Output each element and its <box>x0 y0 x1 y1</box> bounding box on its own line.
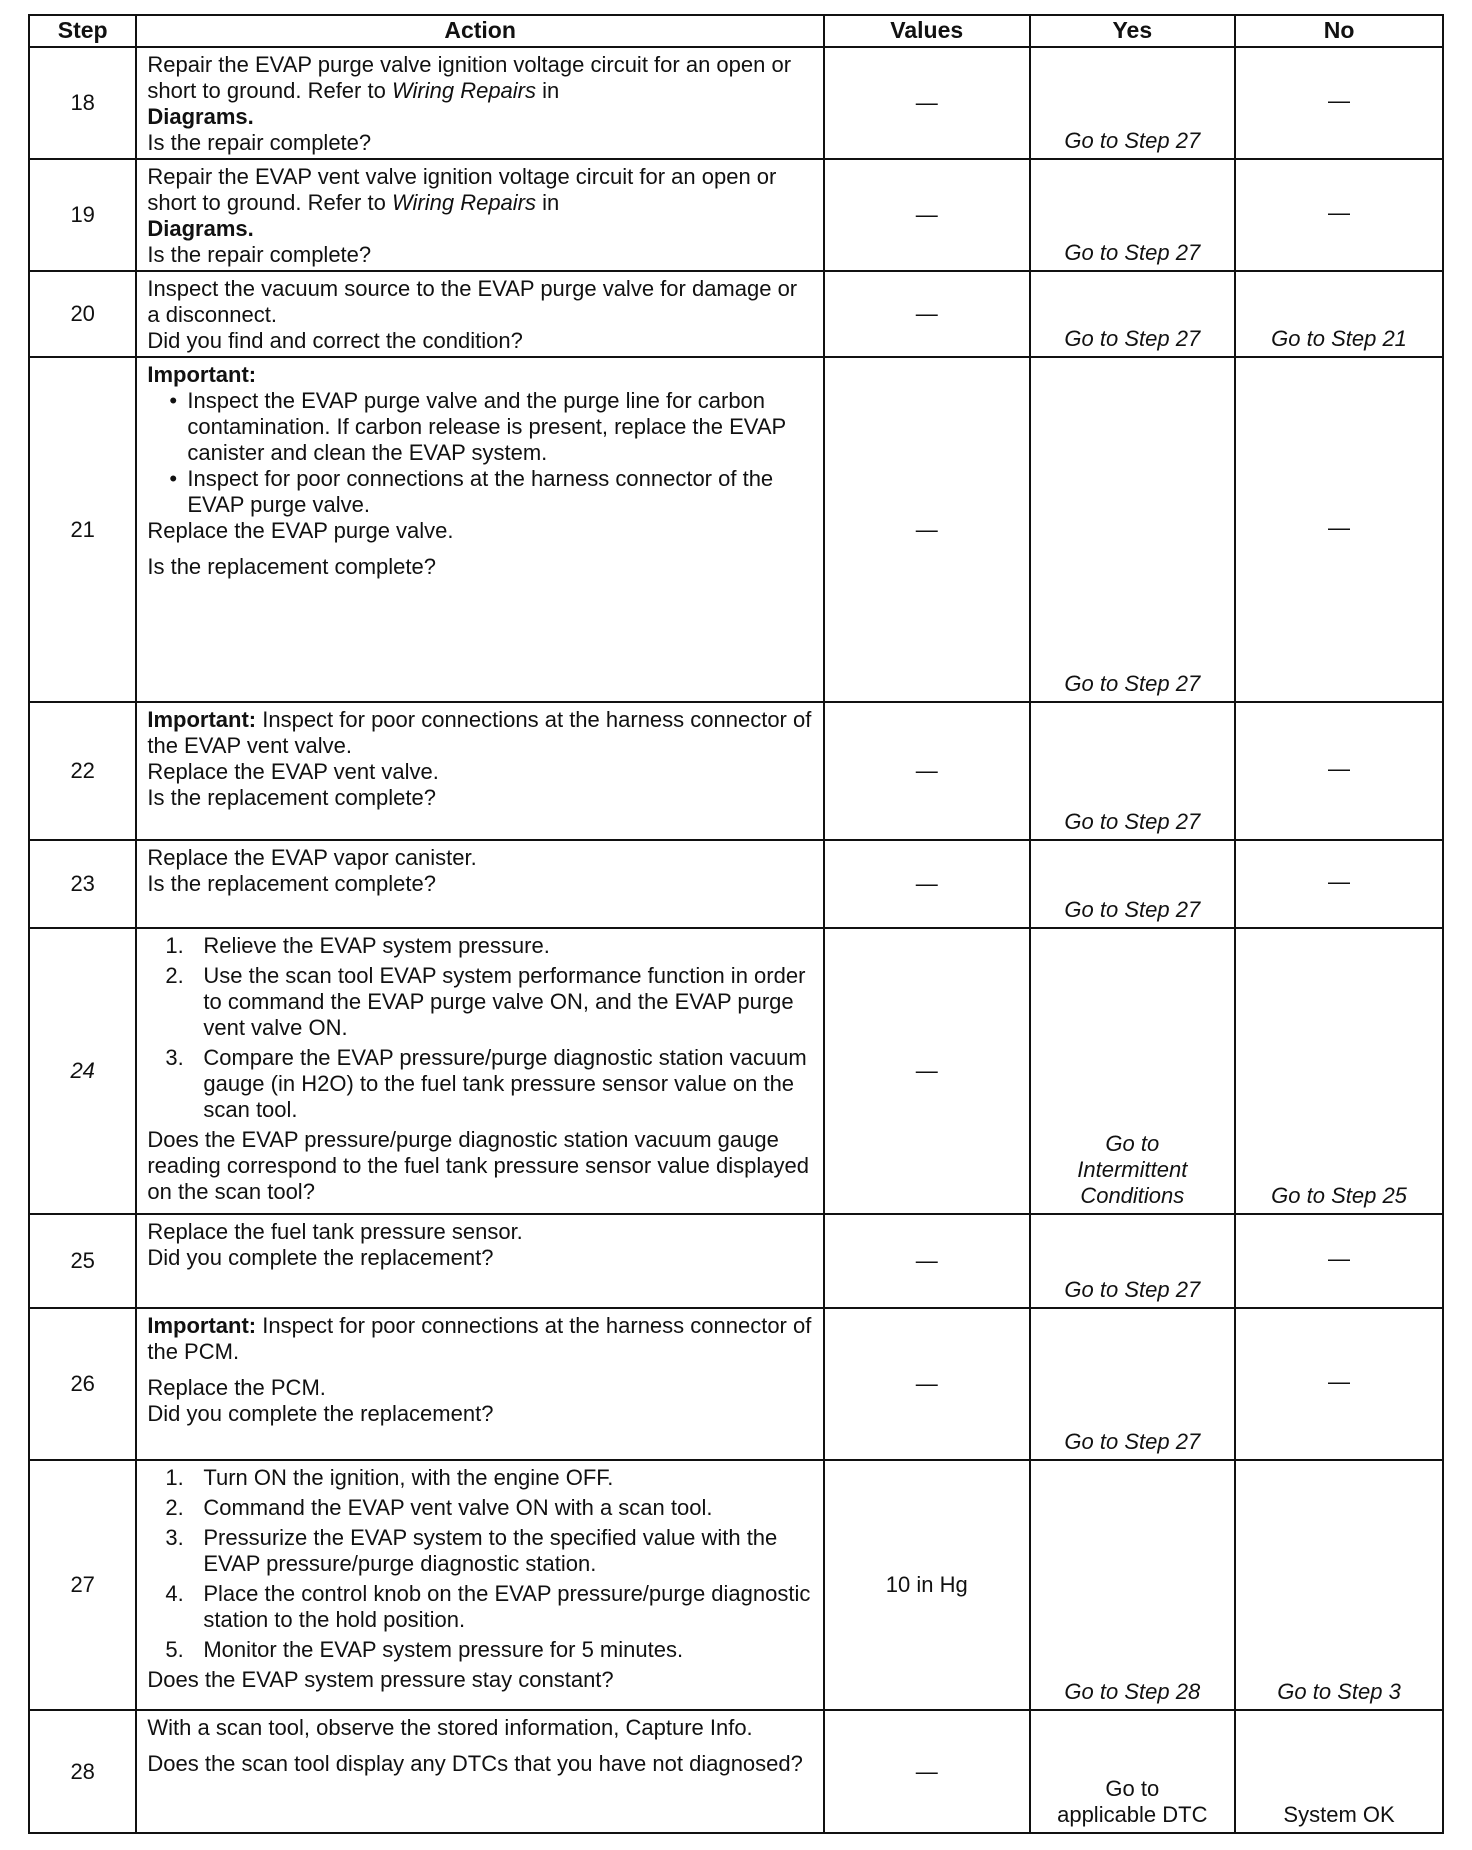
table-row <box>29 159 1443 271</box>
question-text: Did you complete the replacement? <box>147 1400 494 1426</box>
no-result: — <box>1235 159 1443 271</box>
diagnostic-table <box>28 14 1444 1834</box>
table-row <box>29 47 1443 159</box>
table-row <box>29 840 1443 928</box>
step-number: 18 <box>29 47 136 159</box>
no-result: — <box>1235 1214 1443 1308</box>
action-cell <box>136 1460 824 1710</box>
values-cell: — <box>824 357 1030 702</box>
table-row <box>29 271 1443 357</box>
important-label: Important: <box>147 707 257 732</box>
question-text: Is the replacement complete? <box>147 870 436 896</box>
action-cell <box>136 1214 824 1308</box>
step-number: 20 <box>29 271 136 357</box>
reference-section: Diagrams. <box>147 215 254 241</box>
question-text: Is the replacement complete? <box>147 784 436 810</box>
yes-result: Go to Intermittent Conditions <box>1030 928 1236 1214</box>
numbered-item: 3. Pressurize the EVAP system to the specified value with the EVAP pressure/purge diagnostic station. <box>165 1524 778 1576</box>
question-text: Is the repair complete? <box>147 129 372 155</box>
action-cell <box>136 47 824 159</box>
numbered-item: 1. Turn ON the ignition, with the engine OFF. <box>165 1465 614 1490</box>
no-result: Go to Step 21 <box>1235 271 1443 357</box>
header-row <box>29 15 1443 47</box>
header-yes: Yes <box>1030 15 1236 47</box>
question-text: Is the repair complete? <box>147 241 372 267</box>
action-text: Replace the PCM. <box>147 1374 326 1400</box>
values-cell: — <box>824 702 1030 840</box>
no-result: System OK <box>1235 1710 1443 1833</box>
question-text: Does the scan tool display any DTCs that you have not diagnosed? <box>147 1750 803 1776</box>
no-result: — <box>1235 702 1443 840</box>
table-row <box>29 1214 1443 1308</box>
values-cell: — <box>824 1308 1030 1460</box>
table-row <box>29 928 1443 1214</box>
reference-link-text: Wiring Repairs <box>391 77 537 103</box>
yes-result: Go to applicable DTC <box>1030 1710 1236 1833</box>
table-row <box>29 1710 1443 1833</box>
action-cell <box>136 1710 824 1833</box>
no-result: — <box>1235 357 1443 702</box>
important-label: Important: <box>147 1313 257 1338</box>
action-text: Inspect the vacuum source to the EVAP purge valve for damage or a disconnect. <box>147 276 798 327</box>
values-cell: — <box>824 928 1030 1214</box>
no-result: — <box>1235 1308 1443 1460</box>
yes-result: Go to Step 27 <box>1030 702 1236 840</box>
yes-result: Go to Step 27 <box>1030 271 1236 357</box>
no-result: Go to Step 25 <box>1235 928 1443 1214</box>
action-cell <box>136 357 824 702</box>
reference-section: Diagrams. <box>147 103 254 129</box>
numbered-item: 3. Compare the EVAP pressure/purge diagnostic station vacuum gauge (in H2O) to the fuel tank pressure sensor value on the scan tool. <box>165 1044 807 1122</box>
table-row <box>29 1460 1443 1710</box>
values-cell: — <box>824 1710 1030 1833</box>
question-text: Did you find and correct the condition? <box>147 327 523 353</box>
step-number: 21 <box>29 357 136 702</box>
important-text: Inspect for poor connections at the harness connector of the EVAP vent valve. <box>147 707 812 758</box>
header-no: No <box>1235 15 1443 47</box>
numbered-item: 2. Command the EVAP vent valve ON with a scan tool. <box>165 1494 713 1520</box>
no-result: — <box>1235 47 1443 159</box>
step-number: 22 <box>29 702 136 840</box>
action-text: Repair the EVAP purge valve ignition voltage circuit for an open or short to ground. Refer to <box>147 52 792 103</box>
step-number: 23 <box>29 840 136 928</box>
important-text: Inspect for poor connections at the harness connector of the PCM. <box>147 1313 812 1364</box>
table-row <box>29 1308 1443 1460</box>
numbered-item: 1. Relieve the EVAP system pressure. <box>165 933 550 958</box>
step-number: 27 <box>29 1460 136 1710</box>
numbered-item: 5. Monitor the EVAP system pressure for 5 minutes. <box>165 1636 684 1662</box>
values-cell: — <box>824 1214 1030 1308</box>
action-text: Replace the EVAP vent valve. <box>147 758 439 784</box>
step-number: 19 <box>29 159 136 271</box>
yes-result: Go to Step 27 <box>1030 159 1236 271</box>
question-text: Does the EVAP system pressure stay constant? <box>147 1666 614 1692</box>
question-text: Does the EVAP pressure/purge diagnostic station vacuum gauge reading correspond to the fuel tank pressure sensor value displayed on the scan tool? <box>147 1126 809 1204</box>
no-result: — <box>1235 840 1443 928</box>
action-cell <box>136 702 824 840</box>
action-text: Replace the EVAP vapor canister. <box>147 845 477 870</box>
header-action: Action <box>136 15 824 47</box>
values-cell: — <box>824 840 1030 928</box>
yes-result: Go to Step 27 <box>1030 840 1236 928</box>
values-cell: 10 in Hg <box>824 1460 1030 1710</box>
bullet-item: • Inspect for poor connections at the harness connector of the EVAP purge valve. <box>147 466 815 518</box>
header-values: Values <box>824 15 1030 47</box>
yes-result: Go to Step 27 <box>1030 1308 1236 1460</box>
action-cell <box>136 159 824 271</box>
table-row <box>29 702 1443 840</box>
step-number: 26 <box>29 1308 136 1460</box>
important-label: Important: <box>147 362 257 387</box>
numbered-item: 2. Use the scan tool EVAP system performance function in order to command the EVAP purge valve ON, and the EVAP purge vent valve ON. <box>165 962 806 1040</box>
numbered-item: 4. Place the control knob on the EVAP pressure/purge diagnostic station to the hold position. <box>165 1580 811 1632</box>
question-text: Did you complete the replacement? <box>147 1244 494 1270</box>
step-number: 24 <box>29 928 136 1214</box>
action-cell <box>136 1308 824 1460</box>
bullet-item: • Inspect the EVAP purge valve and the purge line for carbon contamination. If carbon release is present, replace the EVAP canister and clean the EVAP system. <box>147 388 815 466</box>
action-text-tail: in <box>536 189 560 215</box>
step-number: 25 <box>29 1214 136 1308</box>
action-text: Repair the EVAP vent valve ignition voltage circuit for an open or short to ground. Refer to <box>147 164 777 215</box>
action-text: With a scan tool, observe the stored information, Capture Info. <box>147 1715 753 1740</box>
values-cell: — <box>824 47 1030 159</box>
step-number: 28 <box>29 1710 136 1833</box>
yes-result: Go to Step 27 <box>1030 357 1236 702</box>
action-text: Replace the fuel tank pressure sensor. <box>147 1219 523 1244</box>
question-text: Is the replacement complete? <box>147 553 436 579</box>
action-cell <box>136 271 824 357</box>
reference-link-text: Wiring Repairs <box>391 189 537 215</box>
values-cell: — <box>824 159 1030 271</box>
action-text: Replace the EVAP purge valve. <box>147 517 454 543</box>
no-result: Go to Step 3 <box>1235 1460 1443 1710</box>
values-cell: — <box>824 271 1030 357</box>
header-step: Step <box>29 15 136 47</box>
table-row <box>29 357 1443 702</box>
yes-result: Go to Step 27 <box>1030 47 1236 159</box>
yes-result: Go to Step 28 <box>1030 1460 1236 1710</box>
action-cell <box>136 840 824 928</box>
yes-result: Go to Step 27 <box>1030 1214 1236 1308</box>
action-cell <box>136 928 824 1214</box>
action-text-tail: in <box>536 77 560 103</box>
